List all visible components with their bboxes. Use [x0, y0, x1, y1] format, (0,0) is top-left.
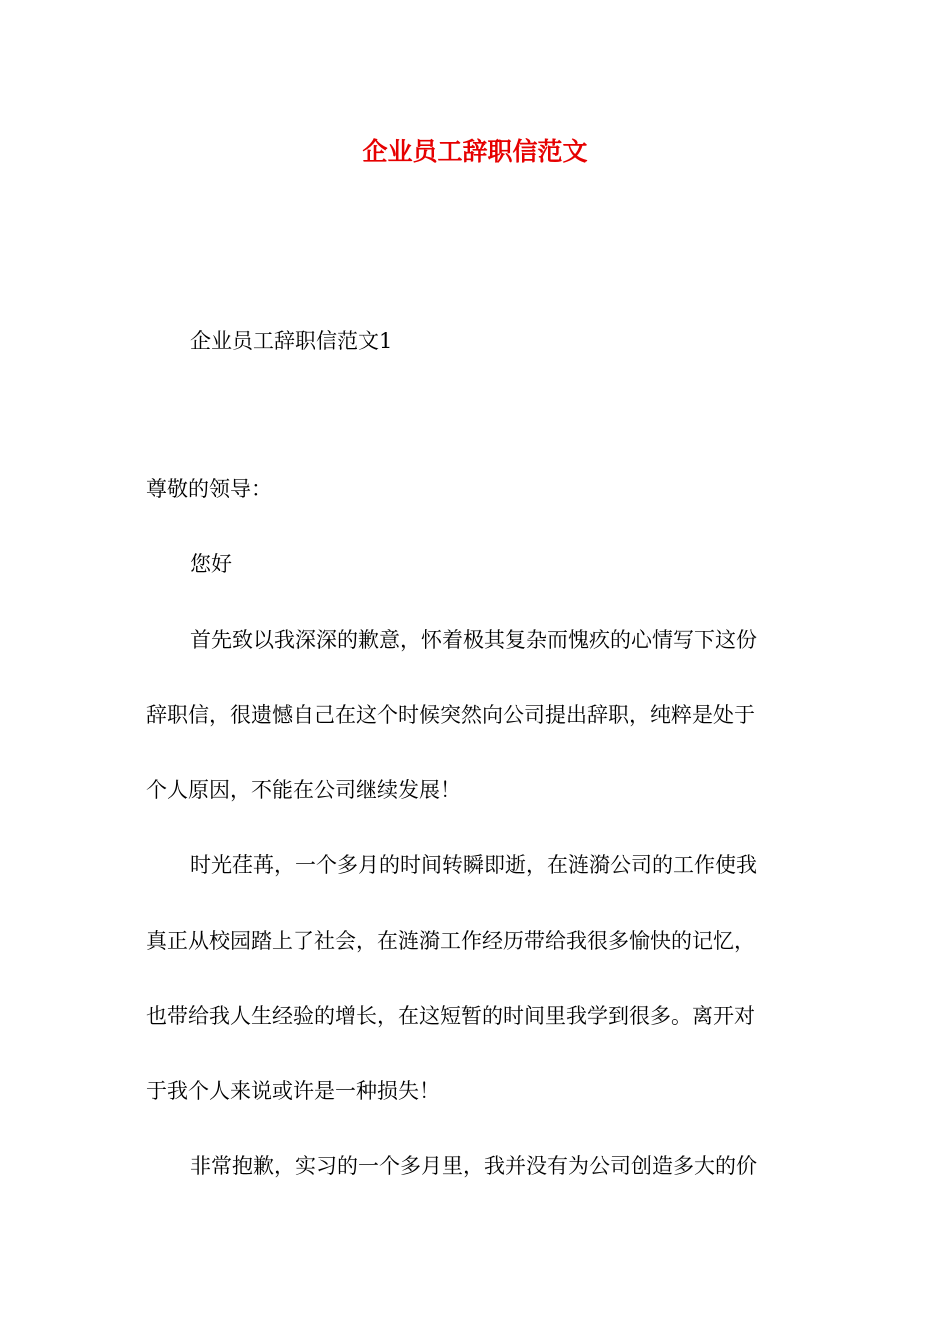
paragraph-2-line-1: 时光荏苒，一个多月的时间转瞬即逝，在涟漪公司的工作使我	[190, 853, 757, 877]
paragraph-2-line-2: 真正从校园踏上了社会，在涟漪工作经历带给我很多愉快的记忆，	[146, 929, 755, 953]
salutation: 尊敬的领导：	[146, 477, 272, 501]
section-heading: 企业员工辞职信范文1	[190, 329, 393, 353]
paragraph-2-line-3: 也带给我人生经验的增长，在这短暂的时间里我学到很多。离开对	[146, 1004, 755, 1028]
paragraph-1-line-1: 首先致以我深深的歉意，怀着极其复杂而愧疚的心情写下这份	[190, 628, 757, 652]
document-title: 企业员工辞职信范文	[362, 137, 588, 166]
paragraph-1-line-3: 个人原因，不能在公司继续发展！	[146, 778, 461, 802]
paragraph-3-line-1: 非常抱歉，实习的一个多月里，我并没有为公司创造多大的价	[190, 1154, 757, 1178]
paragraph-1-line-2: 辞职信，很遗憾自己在这个时候突然向公司提出辞职，纯粹是处于	[146, 703, 755, 727]
paragraph-2-line-4: 于我个人来说或许是一种损失！	[146, 1079, 440, 1103]
greeting: 您好	[190, 552, 232, 576]
